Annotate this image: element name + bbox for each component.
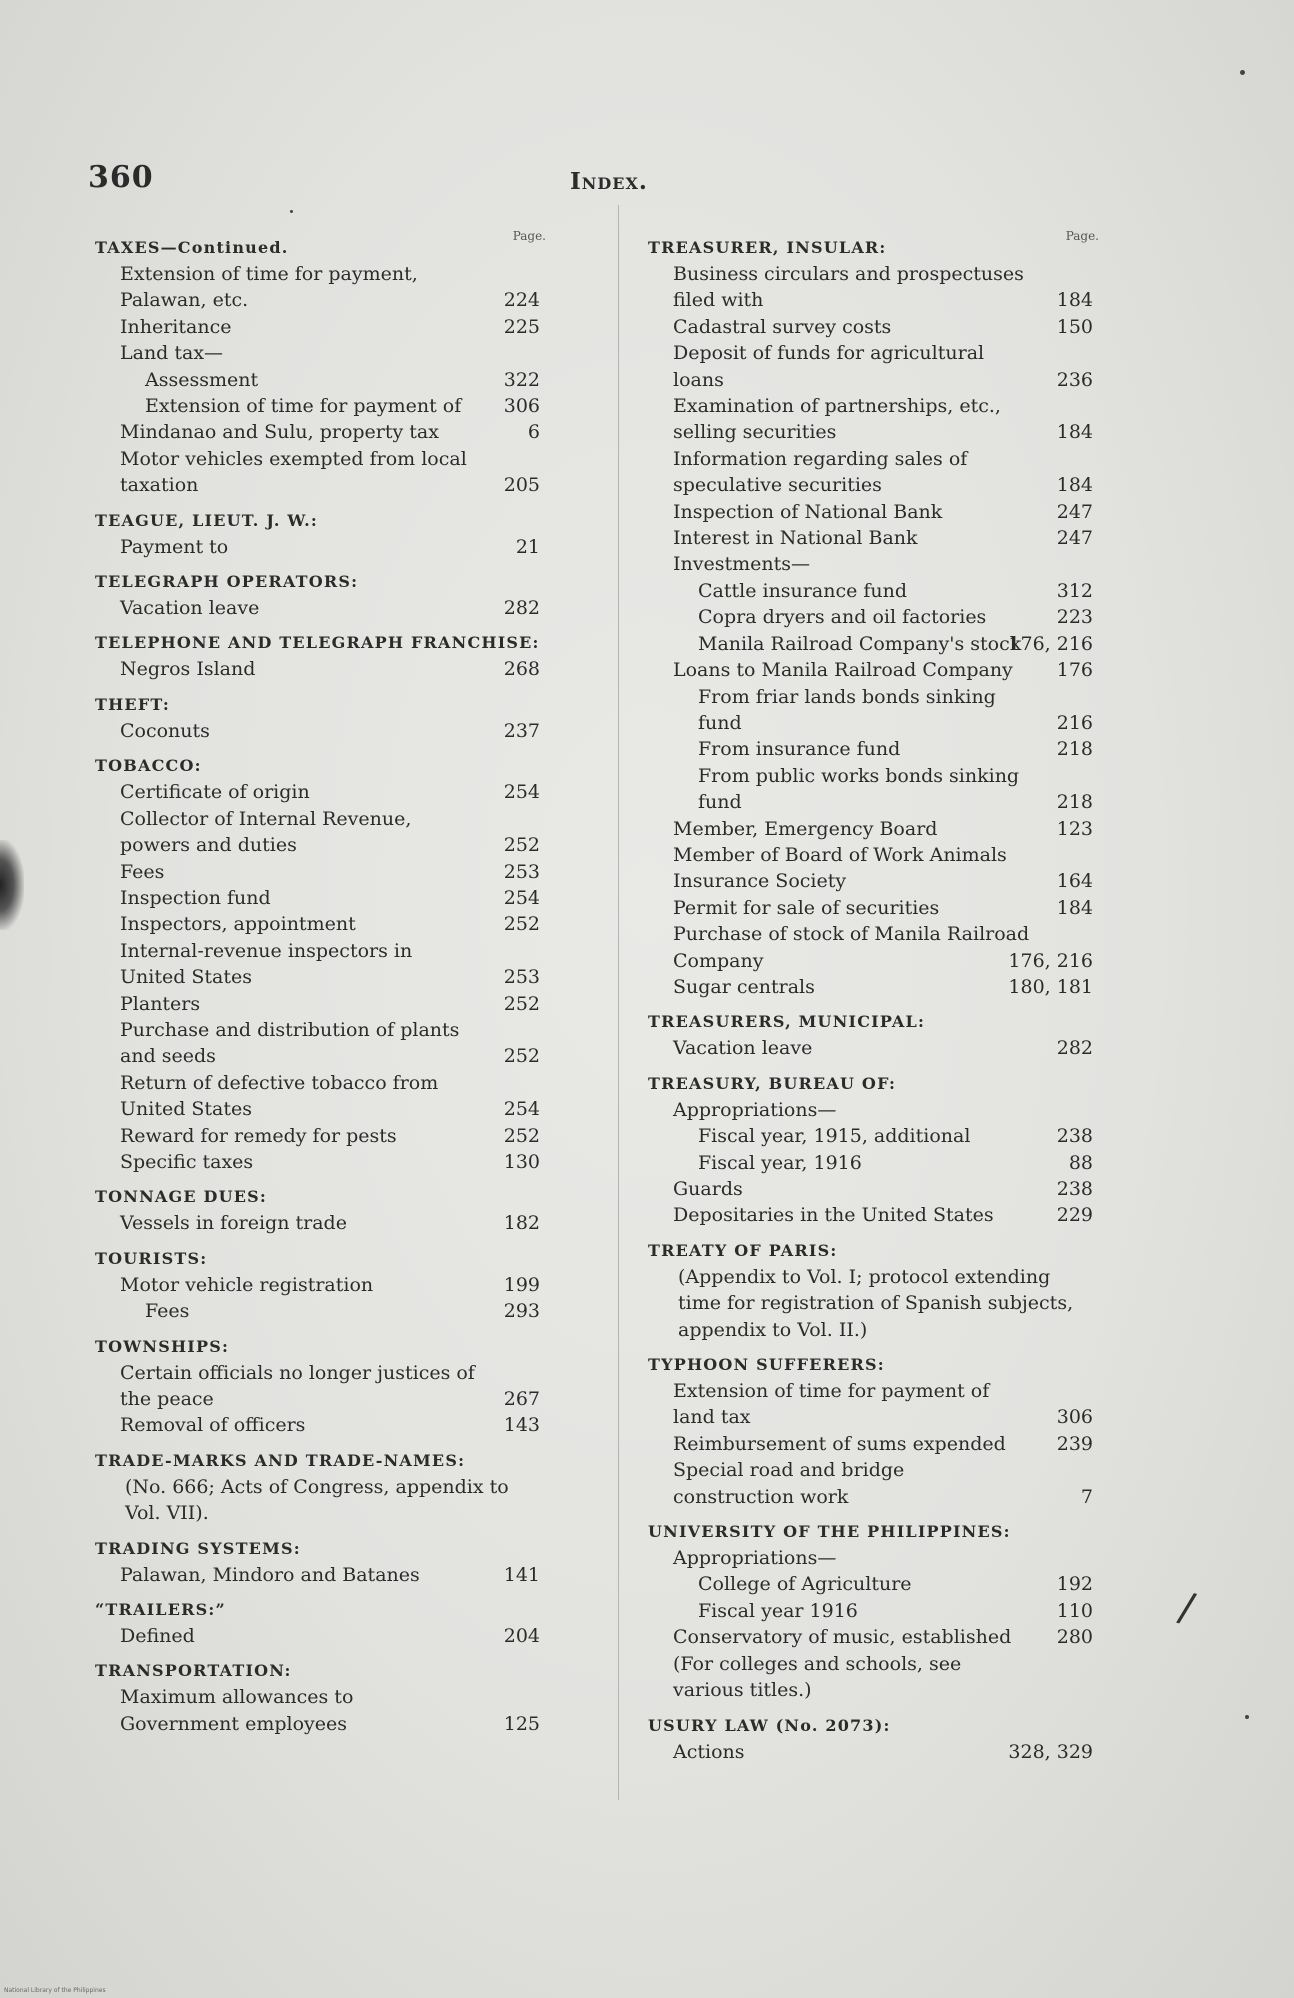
page-reference: 229 — [1056, 1204, 1093, 1227]
page-reference: 6 — [527, 421, 540, 444]
index-heading: TRADING SYSTEMS: — [95, 1538, 301, 1558]
entry-text: Special road and bridge construction work — [673, 1459, 905, 1508]
entry-text: Member, Emergency Board — [673, 817, 938, 840]
scan-speck — [1245, 1715, 1249, 1719]
entry-text: Fiscal year 1916 — [698, 1599, 858, 1622]
entry-text: Actions — [673, 1740, 745, 1763]
page-reference: 238 — [1056, 1178, 1093, 1200]
entry-text: Defined — [120, 1625, 195, 1648]
index-heading: USURY LAW (No. 2073): — [648, 1715, 891, 1735]
entry-text: Purchase and distribution of plants and seeds — [120, 1018, 460, 1068]
scan-speck — [1240, 70, 1245, 75]
page-reference: 88 — [1068, 1151, 1093, 1174]
page-reference: 182 — [503, 1212, 540, 1235]
entry-text: Land tax— — [120, 342, 224, 365]
page-reference: 293 — [503, 1300, 540, 1323]
index-entry — [648, 314, 1093, 340]
entry-text: Reimbursement of sums expended — [673, 1432, 1006, 1455]
index-heading: TAXES—Continued. — [95, 238, 289, 257]
page-reference: 328, 329 — [1008, 1740, 1093, 1763]
entry-text: Investments— — [673, 553, 810, 576]
index-entry — [95, 1684, 540, 1737]
entry-text: Vacation leave — [673, 1037, 813, 1060]
index-entry — [95, 1272, 540, 1298]
index-entry — [95, 314, 540, 340]
index-heading: TOWNSHIPS: — [95, 1336, 230, 1356]
index-entry — [648, 525, 1093, 551]
index-entry — [648, 631, 1093, 657]
entry-text: Member of Board of Work Animals Insurance Society — [673, 843, 1007, 893]
page-reference: 176, 216 — [1008, 949, 1093, 972]
page-reference: 252 — [503, 834, 540, 857]
entry-text: Inspection of National Bank — [673, 500, 943, 523]
index-entry — [648, 1176, 1093, 1202]
entry-text: Motor vehicles exempted from local taxation — [120, 447, 467, 497]
entry-text: Payment to — [120, 535, 229, 558]
page-reference: 180, 181 — [1008, 975, 1093, 998]
entry-text: Certificate of origin — [120, 781, 310, 804]
entry-text: Fees — [120, 860, 165, 883]
page-reference: 130 — [503, 1150, 540, 1173]
page-reference: 224 — [503, 289, 540, 312]
index-entry — [648, 1457, 1093, 1510]
page-reference: 282 — [503, 597, 540, 620]
page-column-label: Page. — [1065, 229, 1099, 243]
page-reference: 282 — [1056, 1037, 1093, 1060]
entry-text: College of Agriculture — [698, 1573, 912, 1596]
page-reference: 205 — [503, 474, 540, 497]
index-entry — [95, 1623, 540, 1649]
entry-text: From insurance fund — [698, 738, 901, 761]
entry-text: Maximum allowances to Government employees — [120, 1686, 354, 1735]
page-reference: 225 — [503, 315, 540, 338]
index-heading: TYPHOON SUFFERERS: — [648, 1355, 885, 1375]
entry-text: Extension of time for payment of — [145, 395, 462, 418]
page-reference: 110 — [1056, 1599, 1093, 1622]
index-entry — [648, 1202, 1093, 1228]
entry-text: Examination of partnerships, etc., selling securities — [673, 395, 1001, 444]
index-entry — [648, 393, 1093, 446]
entry-text: Cattle insurance fund — [698, 579, 908, 602]
index-entry — [95, 261, 540, 314]
index-heading: TONNAGE DUES: — [95, 1187, 268, 1207]
index-entry — [95, 595, 540, 621]
page-reference: 184 — [1056, 289, 1093, 312]
index-entry — [648, 578, 1093, 604]
index-entry — [95, 419, 540, 445]
index-heading: TEAGUE, LIEUT. J. W.: — [95, 510, 318, 530]
entry-text: Interest in National Bank — [673, 527, 918, 550]
index-entry — [648, 1150, 1093, 1176]
index-entry — [648, 551, 1093, 577]
index-entry — [648, 1097, 1093, 1123]
index-entry — [95, 991, 540, 1017]
index-entry — [95, 1149, 540, 1175]
index-entry — [95, 534, 540, 560]
index-entry — [648, 1651, 1093, 1704]
index-entry — [648, 340, 1093, 393]
index-entry — [95, 718, 540, 744]
footer-credit: National Library of the Philippines — [4, 1987, 106, 1994]
index-heading: “TRAILERS:” — [95, 1600, 226, 1620]
index-entry — [95, 393, 540, 419]
page-reference: 143 — [503, 1414, 540, 1437]
page-reference: 237 — [503, 719, 540, 742]
entry-text: Manila Railroad Company's stock — [698, 632, 1022, 655]
entry-text: From friar lands bonds sinking fund — [698, 685, 996, 734]
index-entry — [648, 1624, 1093, 1650]
page-reference: 306 — [1056, 1406, 1093, 1429]
index-entry — [95, 1412, 540, 1438]
entry-text: Internal-revenue inspectors in United States — [120, 939, 413, 989]
entry-text: Assessment — [145, 368, 259, 391]
scan-speck — [290, 210, 293, 213]
entry-text: Appropriations— — [673, 1098, 837, 1121]
page-reference: 236 — [1056, 368, 1093, 391]
page-reference: 184 — [1056, 474, 1093, 497]
pencil-mark: / — [1174, 1584, 1199, 1632]
index-heading: TRANSPORTATION: — [95, 1661, 292, 1681]
page-reference: 204 — [503, 1625, 540, 1648]
index-entry — [95, 367, 540, 393]
index-entry — [648, 842, 1093, 895]
entry-text: Vacation leave — [120, 597, 260, 620]
page-reference: 199 — [503, 1273, 540, 1296]
page-reference: 267 — [503, 1388, 540, 1410]
entry-text: Extension of time for payment of land tax — [673, 1380, 990, 1429]
page-header — [0, 160, 1294, 200]
entry-text: Cadastral survey costs — [673, 315, 892, 338]
index-entry — [648, 736, 1093, 762]
entry-text: Negros Island — [120, 658, 256, 681]
entry-text: Certain officials no longer justices of the peace — [120, 1361, 475, 1410]
entry-text: Appropriations— — [673, 1547, 837, 1570]
entry-text: Information regarding sales of speculative securities — [673, 447, 968, 497]
index-entry — [648, 921, 1093, 974]
page-reference: 252 — [503, 992, 540, 1015]
index-entry — [95, 1070, 540, 1123]
page-reference: 322 — [503, 368, 540, 391]
entry-text: Collector of Internal Revenue, powers and duties — [120, 807, 412, 857]
page-reference: 247 — [1056, 527, 1093, 550]
index-entry — [95, 859, 540, 885]
index-entry — [648, 446, 1093, 499]
index-entry — [648, 1739, 1093, 1765]
page-reference: 238 — [1056, 1125, 1093, 1148]
entry-text: Mindanao and Sulu, property tax — [120, 421, 439, 444]
entry-text: Specific taxes — [120, 1150, 254, 1173]
index-entry — [95, 446, 540, 499]
entry-text: Palawan, Mindoro and Batanes — [120, 1563, 420, 1586]
entry-text: Reward for remedy for pests — [120, 1124, 397, 1147]
index-entry — [95, 1360, 540, 1413]
index-entry — [648, 816, 1093, 842]
entry-text: Fiscal year, 1915, additional — [698, 1125, 971, 1148]
index-heading: TREASURER, INSULAR: — [648, 238, 887, 257]
page-reference: 253 — [503, 966, 540, 989]
entry-text: Purchase of stock of Manila Railroad Company — [673, 923, 1030, 972]
page-reference: 21 — [515, 535, 540, 558]
index-entry — [95, 1210, 540, 1236]
index-heading: TREASURERS, MUNICIPAL: — [648, 1012, 926, 1032]
index-entry — [95, 1298, 540, 1324]
index-entry — [95, 1017, 540, 1070]
index-entry — [648, 604, 1093, 630]
page-number: 360 — [88, 160, 154, 195]
page-column-label: Page. — [512, 229, 546, 243]
index-heading: TREATY OF PARIS: — [648, 1240, 838, 1260]
page-reference: 176 — [1056, 659, 1093, 682]
page-reference: 239 — [1056, 1432, 1093, 1455]
entry-text: Sugar centrals — [673, 975, 815, 998]
page-reference: 254 — [503, 1098, 540, 1121]
entry-text: Fiscal year, 1916 — [698, 1151, 862, 1174]
entry-text: Inheritance — [120, 315, 232, 338]
entry-text: Vessels in foreign trade — [120, 1212, 347, 1235]
page-reference: 218 — [1056, 791, 1093, 814]
entry-text: Copra dryers and oil factories — [698, 606, 987, 629]
index-entry — [648, 261, 1093, 314]
column-divider — [618, 205, 619, 1800]
index-heading: THEFT: — [95, 694, 171, 714]
page-reference: 254 — [503, 886, 540, 909]
entry-text: Planters — [120, 992, 201, 1015]
page-reference: 216 — [1056, 711, 1093, 734]
entry-text: (For colleges and schools, see various titles.) — [673, 1652, 962, 1702]
entry-text: Business circulars and prospectuses filed with — [673, 263, 1024, 312]
entry-text: Guards — [673, 1178, 743, 1200]
index-note: (No. 666; Acts of Congress, appendix to Vol. VII). — [125, 1475, 509, 1525]
left-column — [95, 226, 546, 1737]
index-entry — [648, 657, 1093, 683]
index-entry — [95, 1562, 540, 1588]
right-column — [648, 226, 1099, 1765]
entry-text: Coconuts — [120, 719, 210, 742]
page-reference: 252 — [503, 1124, 540, 1147]
index-entry — [648, 1545, 1093, 1571]
index-heading: TREASURY, BUREAU OF: — [648, 1073, 897, 1093]
entry-text: Motor vehicle registration — [120, 1273, 374, 1296]
page-reference: 150 — [1056, 315, 1093, 338]
page-reference: 223 — [1056, 606, 1093, 629]
page-reference: 192 — [1056, 1573, 1093, 1596]
page-reference: 141 — [503, 1563, 540, 1586]
page-reference: 184 — [1056, 896, 1093, 919]
index-entry — [648, 763, 1093, 816]
index-entry — [648, 895, 1093, 921]
page-reference: 218 — [1056, 738, 1093, 761]
entry-text: From public works bonds sinking fund — [698, 764, 1020, 814]
index-entry — [648, 1598, 1093, 1624]
page-reference: 254 — [503, 781, 540, 804]
page-reference: 7 — [1080, 1485, 1093, 1508]
page-reference: 164 — [1056, 870, 1093, 893]
page-reference: 306 — [503, 395, 540, 418]
index-entry — [648, 1378, 1093, 1431]
entry-text: Conservatory of music, established — [673, 1626, 1012, 1649]
entry-text: Inspectors, appointment — [120, 913, 356, 936]
index-entry — [648, 684, 1093, 737]
entry-text: Removal of officers — [120, 1414, 306, 1437]
running-title: Index. — [570, 168, 648, 195]
page-reference: 252 — [503, 1045, 540, 1068]
page-reference: 312 — [1056, 579, 1093, 602]
entry-text: Fees — [145, 1300, 190, 1323]
index-entry — [648, 1035, 1093, 1061]
entry-text: Loans to Manila Railroad Company — [673, 659, 1013, 682]
index-entry — [95, 806, 540, 859]
entry-text: Depositaries in the United States — [673, 1204, 994, 1227]
index-entry — [648, 499, 1093, 525]
index-heading: TRADE-MARKS AND TRADE-NAMES: — [95, 1450, 466, 1470]
index-entry — [648, 1431, 1093, 1457]
index-entry — [95, 656, 540, 682]
page-reference: 280 — [1056, 1626, 1093, 1649]
index-entry — [95, 779, 540, 805]
index-entry — [95, 340, 540, 366]
index-entry — [95, 1123, 540, 1149]
index-heading: TELEPHONE AND TELEGRAPH FRANCHISE: — [95, 633, 540, 653]
page-reference: 252 — [503, 913, 540, 936]
page-reference: 125 — [503, 1712, 540, 1735]
index-entry — [648, 1571, 1093, 1597]
entry-text: Permit for sale of securities — [673, 896, 940, 919]
entry-text: Extension of time for payment, Palawan, etc. — [120, 263, 418, 312]
index-entry — [95, 911, 540, 937]
binding-shadow — [0, 840, 24, 930]
page-reference: 268 — [503, 658, 540, 681]
page-reference: 253 — [503, 860, 540, 883]
index-entry — [648, 974, 1093, 1000]
index-heading: TELEGRAPH OPERATORS: — [95, 572, 359, 592]
index-entry — [95, 885, 540, 911]
page-reference: 184 — [1056, 421, 1093, 444]
page-reference: 176, 216 — [1008, 632, 1093, 655]
index-note: (Appendix to Vol. I; protocol extending time for registration of Spanish subjects, appendix to Vol. II.) — [678, 1265, 1074, 1341]
entry-text: Deposit of funds for agricultural loans — [673, 342, 985, 391]
index-heading: UNIVERSITY OF THE PHILIPPINES: — [648, 1522, 1011, 1542]
entry-text: Inspection fund — [120, 886, 271, 909]
page-reference: 123 — [1056, 817, 1093, 840]
entry-text: Return of defective tobacco from United States — [120, 1071, 439, 1121]
index-entry — [95, 938, 540, 991]
page-reference: 247 — [1056, 500, 1093, 523]
index-entry — [648, 1123, 1093, 1149]
index-heading: TOURISTS: — [95, 1248, 208, 1268]
index-heading: TOBACCO: — [95, 756, 202, 776]
